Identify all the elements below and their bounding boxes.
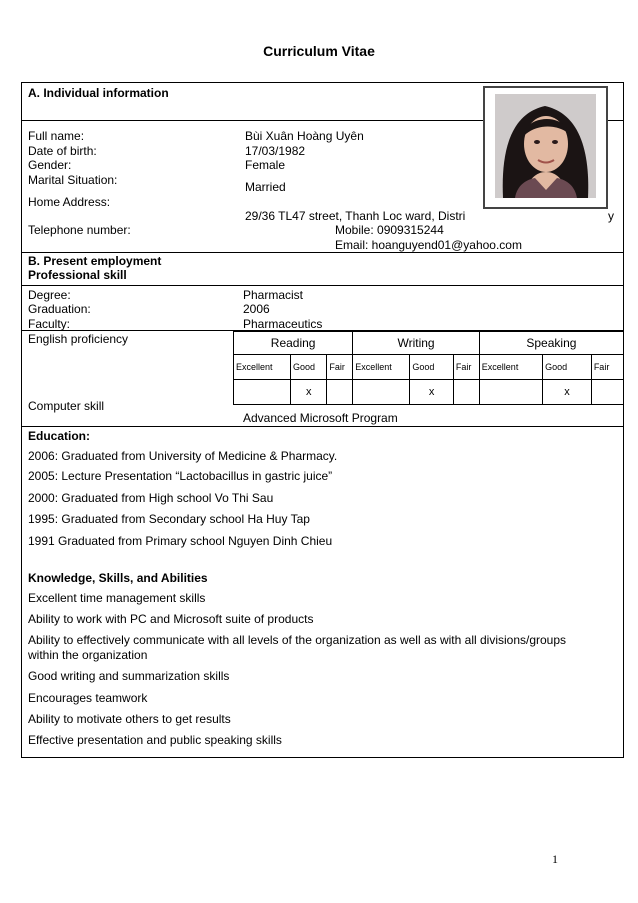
education-item: 2000: Graduated from High school Vo Thi Sau	[28, 491, 274, 505]
frame-right	[623, 82, 624, 758]
mark-cell: x	[543, 379, 592, 404]
faculty-label: Faculty:	[28, 317, 71, 331]
computer-label: Computer skill	[28, 399, 105, 413]
portrait-image	[495, 94, 596, 198]
level-cell: Excellent	[234, 354, 291, 379]
address-label: Home Address:	[28, 195, 111, 209]
graduation-value: 2006	[243, 302, 270, 316]
profile-photo-frame	[483, 86, 608, 209]
gender-label: Gender:	[28, 158, 72, 172]
ksa-item: Ability to work with PC and Microsoft suite of products	[28, 612, 314, 626]
mark-cell	[353, 379, 410, 404]
mark-cell	[327, 379, 353, 404]
marital-label: Marital Situation:	[28, 173, 118, 187]
level-cell: Good	[543, 354, 592, 379]
dob-label: Date of birth:	[28, 144, 97, 158]
address-value: 29/36 TL47 street, Thanh Loc ward, Distri	[245, 209, 466, 223]
education-item: 2005: Lecture Presentation “Lactobacillus in gastric juice”	[28, 469, 333, 483]
graduation-label: Graduation:	[28, 302, 91, 316]
degree-label: Degree:	[28, 288, 71, 302]
reading-header: Reading	[234, 332, 353, 355]
mark-cell: x	[410, 379, 454, 404]
education-item: 2006: Graduated from University of Medicine & Pharmacy.	[28, 449, 338, 463]
ksa-item: Good writing and summarization skills	[28, 669, 230, 683]
frame-bottom	[21, 757, 624, 758]
english-proficiency-table	[233, 331, 624, 405]
gender-value: Female	[245, 158, 286, 172]
ksa-item: within the organization	[28, 648, 148, 662]
frame-left	[21, 82, 22, 758]
ksa-heading: Knowledge, Skills, and Abilities	[28, 571, 208, 585]
writing-header: Writing	[353, 332, 480, 355]
ksa-item: Ability to effectively communicate with all levels of the organization as well as with all divisions/groups	[28, 633, 567, 647]
education-heading: Education:	[28, 429, 90, 443]
full-name-label: Full name:	[28, 129, 85, 143]
level-cell: Excellent	[479, 354, 542, 379]
computer-value: Advanced Microsoft Program	[243, 411, 398, 425]
dob-value: 17/03/1982	[245, 144, 306, 158]
divider	[21, 426, 624, 427]
ksa-item: Ability to motivate others to get results	[28, 712, 231, 726]
email-value: Email: hoanguyend01@yahoo.com	[335, 238, 522, 252]
mark-cell	[234, 379, 291, 404]
speaking-header: Speaking	[479, 332, 623, 355]
address-value-tail: y	[608, 209, 614, 223]
ksa-item: Effective presentation and public speaking skills	[28, 733, 282, 747]
document-title: Curriculum Vitae	[263, 43, 375, 59]
divider	[21, 252, 624, 253]
page-number: 1	[552, 852, 558, 866]
section-b-heading: B. Present employment	[28, 254, 162, 268]
level-cell: Excellent	[353, 354, 410, 379]
mark-cell	[479, 379, 542, 404]
section-a-heading: A. Individual information	[28, 86, 169, 100]
mobile-value: Mobile: 0909315244	[335, 223, 444, 237]
english-label: English proficiency	[28, 332, 129, 346]
professional-skill-heading: Professional skill	[28, 268, 127, 282]
marital-value: Married	[245, 180, 286, 194]
degree-value: Pharmacist	[243, 288, 304, 302]
mark-cell: x	[291, 379, 327, 404]
level-cell: Fair	[453, 354, 479, 379]
divider	[21, 285, 624, 286]
ksa-item: Excellent time management skills	[28, 591, 206, 605]
frame-top	[21, 82, 624, 83]
level-cell: Fair	[327, 354, 353, 379]
profile-photo	[495, 94, 596, 198]
phone-label: Telephone number:	[28, 223, 131, 237]
level-cell: Good	[291, 354, 327, 379]
mark-cell	[453, 379, 479, 404]
mark-cell	[591, 379, 623, 404]
full-name-value: Bùi Xuân Hoàng Uyên	[245, 129, 364, 143]
education-item: 1995: Graduated from Secondary school Ha Huy Tap	[28, 512, 310, 526]
level-cell: Good	[410, 354, 454, 379]
level-cell: Fair	[591, 354, 623, 379]
ksa-item: Encourages teamwork	[28, 691, 148, 705]
education-item: 1991 Graduated from Primary school Nguyen Dinh Chieu	[28, 534, 333, 548]
faculty-value: Pharmaceutics	[243, 317, 323, 331]
